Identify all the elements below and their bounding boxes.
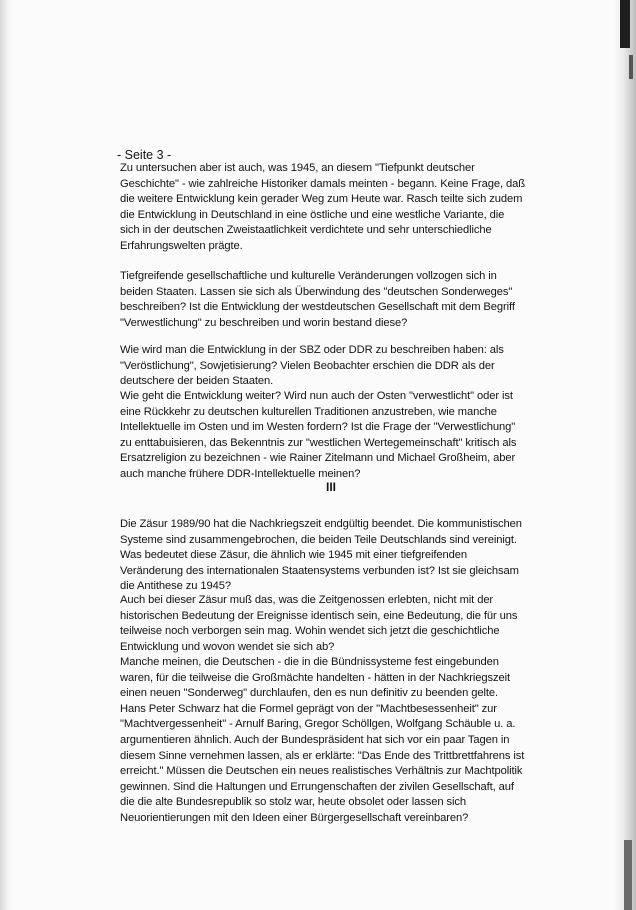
text-line: Manche meinen, die Deutschen - die in die Bündnissysteme fest eingebunden (120, 656, 499, 668)
text-line: "Verwestlichung" zu beschreiben und worin bestand diese? (120, 316, 408, 329)
text-line: einen neuen "Sonderweg" durchlaufen, den es nun definitiv zu beenden gelte. (120, 687, 498, 700)
text-line: erreicht." Müssen die Deutschen ein neues realistisches Verhältnis zur Machtpolitik (120, 765, 523, 778)
scan-mark-top (620, 0, 630, 48)
scan-mark-middle (629, 55, 633, 79)
text-line: beiden Staaten. Lassen sie sich als Überwindung des "deutschen Sonderweges" (120, 285, 513, 298)
text-line: argumentieren ähnlich. Auch der Bundespräsident hat sich vor ein paar Tagen in (120, 733, 510, 746)
text-line: beschreiben? Ist die Entwicklung der westdeutschen Gesellschaft mit dem Begriff (120, 301, 515, 314)
text-line: die die alte Bundesrepublik so stolz war, heute obsolet oder lassen sich (120, 796, 467, 809)
text-line: Veränderung des internationalen Staatensystems verbunden ist? Ist sie gleichsam (120, 564, 519, 577)
text-line: zu enttabuisieren, das Bekenntnis zur "westlichen Wertegemeinschaft" kritisch als (120, 436, 517, 449)
paragraph-3 (120, 343, 545, 390)
text-line: sich in der deutschen Zweistaatlichkeit verdichtete und sehr unterschiedliche (120, 224, 492, 237)
paragraph-2 (120, 269, 545, 331)
scan-edge-right (614, 0, 636, 910)
text-line: Wie geht die Entwicklung weiter? Wird nun auch der Osten "verwestlicht" oder ist (120, 390, 513, 402)
scan-edge-left (0, 0, 14, 910)
text-line: "Veröstlichung", Sowjetisierung? Vielen Beobachter erschien die DDR als der (120, 359, 495, 372)
paragraph-6 (120, 593, 545, 655)
text-line: Geschichte" - wie zahlreiche Historiker damals meinten - begann. Keine Frage, daß (120, 177, 526, 190)
text-line: Auch bei dieser Zäsur muß das, was die Zeitgenossen erlebten, nicht mit der (120, 594, 494, 606)
text-line: Neuorientierungen mit den Ideen einer Bürgergesellschaft vereinbaren? (120, 811, 469, 824)
scan-mark-bottom (624, 840, 632, 910)
text-line: Hans Peter Schwarz hat die Formel geprägt von der "Machtbesessenheit" zur (120, 702, 497, 715)
text-line: Tiefgreifende gesellschaftliche und kulturelle Veränderungen vollzogen sich in (120, 270, 497, 282)
text-line: Wie wird man die Entwicklung in der SBZ oder DDR zu beschreiben haben: als (120, 344, 504, 356)
text-line: historischen Bedeutung der Ereignisse identisch sein, eine Bedeutung, die für uns (120, 609, 518, 622)
text-line: deutschere der beiden Staaten. (120, 375, 274, 388)
text-line: diesem Sinne vernehmen lassen, als er erklärte: "Das Ende des Trittbrettfahrens ist (120, 749, 525, 762)
text-line: Intellektuelle im Osten und im Westen fordern? Ist die Frage der "Verwestlichung" (120, 421, 516, 434)
text-line: auch manche frühere DDR-Intellektuelle meinen? (120, 467, 361, 480)
text-line: die weitere Entwicklung kein gerader Weg zum Heute war. Rasch teilte sich zudem (120, 193, 523, 206)
section-marker: III (326, 480, 337, 494)
text-line: Erfahrungswelten prägte. (120, 239, 243, 252)
text-line: eine Rückkehr zu deutschen kulturellen Traditionen anzustreben, wie manche (120, 405, 497, 418)
text-line: waren, für die teilweise die Großmächte handelten - hätten in der Nachkriegszeit (120, 671, 510, 684)
text-line: die Antithese zu 1945? (120, 580, 232, 593)
paragraph-1 (120, 161, 545, 255)
text-line: "Machtvergessenheit" - Arnulf Baring, Gregor Schöllgen, Wolfgang Schäuble u. a. (120, 718, 516, 731)
text-line: gewinnen. Sind die Haltungen und Errungenschaften der zivilen Gesellschaft, auf (120, 780, 514, 793)
text-line: die Entwicklung in Deutschland in eine östliche und eine westliche Variante, die (120, 208, 505, 221)
text-line: Was bedeutet diese Zäsur, die ähnlich wie 1945 mit einer tiefgreifenden (120, 549, 467, 562)
page-number: - Seite 3 - (117, 148, 172, 162)
paragraph-7 (120, 655, 545, 827)
text-line: Die Zäsur 1989/90 hat die Nachkriegszeit endgültig beendet. Die kommunistischen (120, 518, 522, 530)
text-line: Zu untersuchen aber ist auch, was 1945, an diesem "Tiefpunkt deutscher (120, 162, 475, 174)
text-line: teilweise noch verborgen sein mag. Wohin wendet sich jetzt die geschichtliche (120, 625, 500, 638)
paragraph-5 (120, 517, 545, 595)
text-line: Ersatzreligion zu bezeichnen - wie Rainer Zitelmann und Michael Großheim, aber (120, 452, 516, 465)
paragraph-4 (120, 389, 545, 483)
text-line: Systeme sind zusammengebrochen, die beiden Teile Deutschlands sind vereinigt. (120, 533, 517, 546)
text-line: Entwicklung und wovon wendet sie sich ab? (120, 640, 335, 653)
